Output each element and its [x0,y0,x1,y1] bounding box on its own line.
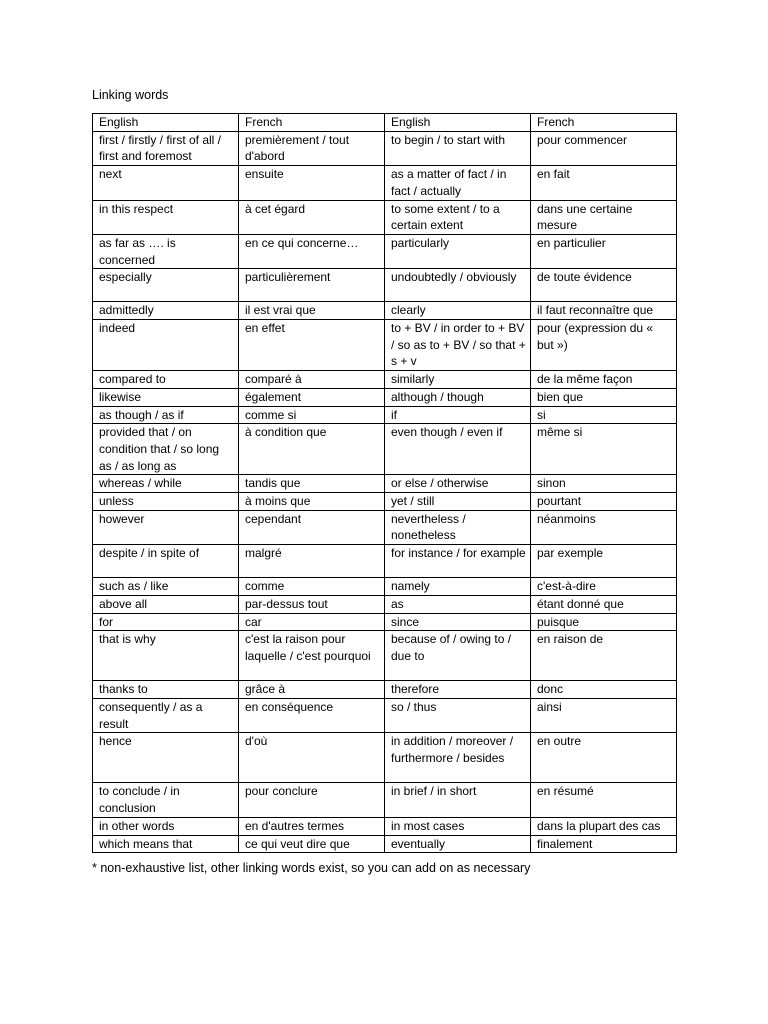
table-row [93,371,677,389]
cell-english: likewise [93,388,239,406]
cell-french: même si [531,424,677,475]
cell-english: next [93,166,239,200]
cell-french: premièrement / tout d'abord [239,131,385,165]
cell-french: par-dessus tout [239,595,385,613]
cell-english: however [93,510,239,544]
header-row [93,114,677,132]
cell-french: étant donné que [531,595,677,613]
cell-english: clearly [385,302,531,320]
table-row [93,493,677,511]
table-row [93,234,677,268]
cell-english: as a matter of fact / in fact / actually [385,166,531,200]
cell-english: thanks to [93,681,239,699]
cell-english: whereas / while [93,475,239,493]
table-row [93,595,677,613]
cell-french: finalement [531,835,677,853]
table-row [93,131,677,165]
cell-french: en fait [531,166,677,200]
table-row [93,817,677,835]
cell-french: de toute évidence [531,269,677,302]
cell-french: à cet égard [239,200,385,234]
cell-english: since [385,613,531,631]
cell-english: in other words [93,817,239,835]
cell-french: en conséquence [239,698,385,732]
table-row [93,545,677,578]
cell-english: consequently / as a result [93,698,239,732]
cell-french: c'est la raison pour laquelle / c'est pourquoi [239,631,385,681]
table-row [93,578,677,596]
table-row [93,166,677,200]
table-row [93,631,677,681]
cell-english: in most cases [385,817,531,835]
cell-french: cependant [239,510,385,544]
table-row [93,698,677,732]
cell-english: eventually [385,835,531,853]
cell-english: in brief / in short [385,783,531,817]
linking-words-table [92,113,677,853]
footnote: * non-exhaustive list, other linking words exist, so you can add on as necessary [92,861,531,875]
table-row [93,388,677,406]
cell-english: which means that [93,835,239,853]
cell-french: d'où [239,733,385,783]
cell-french: c'est-à-dire [531,578,677,596]
cell-french: pour conclure [239,783,385,817]
cell-french: en résumé [531,783,677,817]
cell-french: en d'autres termes [239,817,385,835]
cell-english: compared to [93,371,239,389]
header-cell-french: French [531,114,677,132]
table-row [93,613,677,631]
cell-english: undoubtedly / obviously [385,269,531,302]
table-row [93,733,677,783]
cell-english: as far as …. is concerned [93,234,239,268]
table-row [93,302,677,320]
cell-english: indeed [93,320,239,371]
header-cell-english: English [385,114,531,132]
cell-english: even though / even if [385,424,531,475]
cell-english: for instance / for example [385,545,531,578]
cell-english: if [385,406,531,424]
cell-french: également [239,388,385,406]
cell-english: provided that / on condition that / so long as / as long as [93,424,239,475]
cell-french: comme [239,578,385,596]
cell-french: dans une certaine mesure [531,200,677,234]
cell-french: sinon [531,475,677,493]
cell-french: en particulier [531,234,677,268]
table-row [93,681,677,699]
cell-french: ensuite [239,166,385,200]
cell-french: bien que [531,388,677,406]
cell-french: car [239,613,385,631]
cell-french: pour commencer [531,131,677,165]
cell-french: puisque [531,613,677,631]
header-cell-english: English [93,114,239,132]
cell-english: because of / owing to / due to [385,631,531,681]
cell-english: as though / as if [93,406,239,424]
cell-english: although / though [385,388,531,406]
cell-english: to begin / to start with [385,131,531,165]
cell-french: malgré [239,545,385,578]
table-row [93,475,677,493]
cell-english: especially [93,269,239,302]
cell-english: admittedly [93,302,239,320]
cell-french: il faut reconnaître que [531,302,677,320]
cell-english: particularly [385,234,531,268]
header-cell-french: French [239,114,385,132]
cell-french: particulièrement [239,269,385,302]
cell-french: si [531,406,677,424]
table-row [93,510,677,544]
table-row [93,320,677,371]
cell-french: par exemple [531,545,677,578]
cell-english: yet / still [385,493,531,511]
cell-french: en raison de [531,631,677,681]
cell-french: pourtant [531,493,677,511]
table-row [93,406,677,424]
cell-french: il est vrai que [239,302,385,320]
cell-french: ce qui veut dire que [239,835,385,853]
cell-english: similarly [385,371,531,389]
cell-english: therefore [385,681,531,699]
cell-english: for [93,613,239,631]
cell-french: de la même façon [531,371,677,389]
cell-english: or else / otherwise [385,475,531,493]
cell-english: in addition / moreover / furthermore / besides [385,733,531,783]
cell-english: nevertheless / nonetheless [385,510,531,544]
cell-english: despite / in spite of [93,545,239,578]
cell-english: first / firstly / first of all / first and foremost [93,131,239,165]
cell-english: to some extent / to a certain extent [385,200,531,234]
cell-french: néanmoins [531,510,677,544]
cell-french: tandis que [239,475,385,493]
cell-english: to + BV / in order to + BV / so as to + BV / so that + s + v [385,320,531,371]
cell-english: hence [93,733,239,783]
cell-french: à moins que [239,493,385,511]
cell-english: namely [385,578,531,596]
cell-french: comparé à [239,371,385,389]
page-title: Linking words [92,88,169,102]
cell-french: en outre [531,733,677,783]
cell-french: dans la plupart des cas [531,817,677,835]
table-row [93,424,677,475]
cell-english: in this respect [93,200,239,234]
cell-english: to conclude / in conclusion [93,783,239,817]
cell-english: as [385,595,531,613]
cell-english: that is why [93,631,239,681]
cell-french: donc [531,681,677,699]
cell-french: ainsi [531,698,677,732]
cell-english: so / thus [385,698,531,732]
cell-french: comme si [239,406,385,424]
cell-french: grâce à [239,681,385,699]
cell-french: en ce qui concerne… [239,234,385,268]
table-row [93,783,677,817]
cell-french: pour (expression du « but ») [531,320,677,371]
table-row [93,269,677,302]
cell-english: unless [93,493,239,511]
cell-french: à condition que [239,424,385,475]
cell-english: above all [93,595,239,613]
cell-french: en effet [239,320,385,371]
table-row [93,835,677,853]
cell-english: such as / like [93,578,239,596]
table-row [93,200,677,234]
